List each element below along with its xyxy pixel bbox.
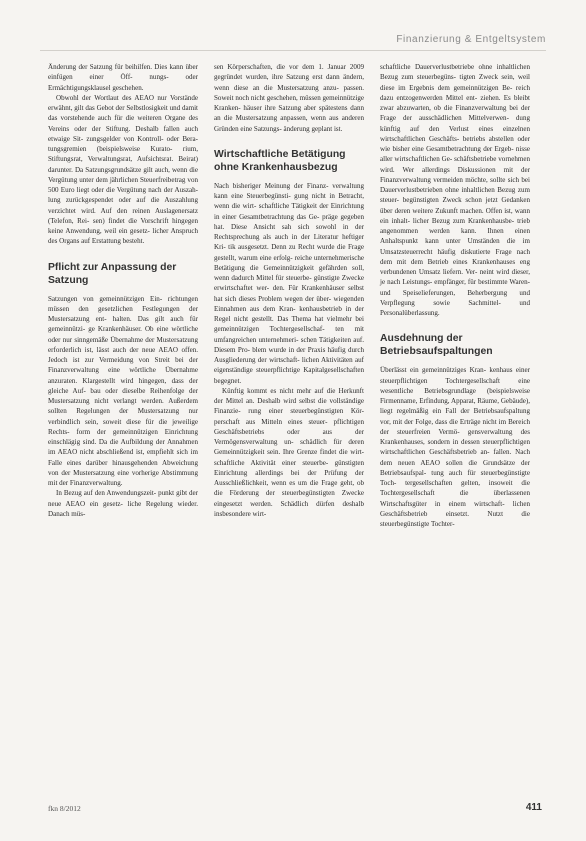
- column-2: [214, 62, 364, 519]
- paragraph: In Bezug auf den Anwendungszeit- punkt gibt der neue AEAO ein gesetz- liche Regelung wieder. Danach müs-: [48, 489, 198, 518]
- section-heading: Wirtschaftliche Betätigung ohne Krankenhausbezug: [214, 148, 346, 173]
- paragraph: sen Körperschaften, die vor dem 1. Januar 2009 gegründet wurden, ihre Satzung erst dann ändern, wenn diese an die Mustersatzung anzu- passen. Soweit noch nicht geschehen, müssen gemeinnützige Kranken- häuser ihre Satzung aber spätestens dann an die Mustersatzung anpassen, wenn aus anderen Gründen eine Satzungs- änderung geplant ist.: [214, 63, 364, 133]
- paragraph: schaftliche Dauerverlustbetriebe ohne inhaltlichen Bezug zum steuerbegüns- tigten Zweck sein, weil diese im Ergebnis dem gemeinnützigen Be- reich dazu entzogenwerden Mittel ent- ziehen. Es bleibt zwar abzuwarten, ob die Finanzverwaltung bei der Frage der ausschädlichen Mittelverwen- dung künftig auf den Verlust eines einzelnen wirtschaftlichen Geschäfts- betriebs abstellen oder wie bisher eine Gesamtbetrachtung der Ergeb- nisse aller wirtschaftlichen Ge- schäftsbetriebe vornehmen wird. Wer allerdings Diskussionen mit der Finanzverwaltung vermeiden möchte, sollte sich bei Dauerverlustbetrieben ohne inhaltlichen Bezug zum steuer- begünstigten Zweck schon jetzt Gedanken über deren weitere Zukunft machen. Offen ist, wann ein inhalt- licher Bezug zum Krankenhausbe- trieb angenommen werden kann. Ihnen einen Anhaltspunkt kann unter Umständen die im Umsatzsteuerrecht häufig diskutierte Frage nach dem mit dem Betrieb eines Krankenhauses eng verbundenen Umsatz liefern. Ver- neint wird dieser, je nach Leistungs- empfänger, für bestimmte Waren- und Speiselieferungen, Beherbergung und Verpflegung sowie Sachmittel- und Personalüberlassung.: [380, 63, 530, 317]
- page-number: 411: [525, 802, 542, 813]
- running-header: Finanzierung & Entgeltsystem: [396, 34, 546, 45]
- paragraph: Satzungen von gemeinnützigen Ein- richtungen müssen den gesetzlichen Festlegungen der Mustersatzung ent- halten. Das gilt auch für gemeinnützi- ge Krankenhäuser. Ob eine wörtliche oder nur sinngemäße Übernahme der Mustersatzung erforderlich ist, lässt auch der neue AEAO offen. Jedoch ist zur Vermeidung von Streit bei der Finanzverwaltung eine wörtliche Übernahme anzuraten. Klargestellt wird hingegen, dass der gleiche Auf- bau oder dieselbe Reihenfolge der Mustersatzung nicht verlangt werden. Außerdem sollten Regelungen der Mustersatzung nur verbindlich sein, soweit diese für die jeweilige Rechts- form der gemeinnützigen Einrichtung einschlägig sind. Da die Aufbildung der Annahmen im AEAO nicht abschließend ist, empfiehlt sich im Falle eines darüber hinausgehenden Abweichung von der Mustersatzung eine vorherige Abstimmung mit der Finanzverwaltung.: [48, 294, 198, 487]
- paragraph: Obwohl der Wortlaut des AEAO nur Vorstände erwähnt, gilt das Gebot der Selbstlosigkeit und damit das vorstehende auch für die weiteren Organe des Vereins oder der Stiftung. Deshalb fallen auch etwaige Sit- zungsgelder von Kontroll- oder Bera- tungsgremien (beispielsweise Kurato- rium, Stiftungsrat, Verwaltungsrat, Aufsichtsrat. Beirat) darunter. Da Satzungsgrundsätze gilt auch, wenn die Vergütung unter dem jährlichen Steuerfreibetrag von 500 Euro liegt oder die Vergütung nach der Auszah- lung zurückgespendet oder auf die Auszahlung verzichtet wird. Auf den reinen Auslagenersatz (Telefon, Rei- sen) findet die Vorschrift hingegen keine Anwendung, weil ein gesetz- licher Anspruch des Organs auf Erstattung besteht.: [48, 93, 198, 246]
- column-3: [380, 62, 530, 529]
- section-heading: Ausdehnung der Betriebsaufspaltungen: [380, 333, 493, 358]
- paragraph: Nach bisheriger Meinung der Finanz- verwaltung kann eine Steuerbegünsti- gung nicht in Betracht, wenn die wirt- schaftliche Tätigkeit der Einrichtung in einer Gesamtbetrachtung das Ge- präge gegeben hat. Diese Ansicht sah sich sowohl in der Rechtsprechung als auch in der Literatur heftiger Kri- tik ausgesetzt. Denn zu Recht wurde die Frage gestellt, warum eine erfolg- reiche unternehmerische Betätigung die Gemeinnützigkeit gefährden soll, wenn dadurch Mittel für steuerbe- günstigte Zwecke erwirtschaftet wer- den. Für Krankenhäuser selbst hat sich dieses Problem wegen der über- wiegenden Einnahmen aus dem Kran- kenhausbetrieb in der Regel nicht gestellt. Das Thema hat vielmehr bei gemeinnützigen Tochtergesellschaf- ten mit umfangreichen unternehmeri- schen Tätigkeiten auf. Diesem Pro- blem wurde in der Praxis häufig durch Ausgliederung der wirtschaft- lichen Aktivitäten auf eigenständige steuerpflichtige Kapitalgesellschaften begegnet.: [214, 181, 364, 385]
- paragraph: Änderung der Satzung für beihilfen. Dies kann über einfügen einer Öff- nungs- oder Ermächtigungsklausel geschehen.: [48, 63, 198, 92]
- section-heading: Pflicht zur Anpassung der Satzung: [48, 261, 177, 286]
- column-1: [48, 62, 198, 519]
- issue-label: fkn 8/2012: [48, 804, 81, 813]
- header-rule: [40, 50, 546, 51]
- paragraph: Überlässt ein gemeinnütziges Kran- kenhaus einer steuerpflichtigen Tochtergesellschaft eine wesentliche Betriebsgrundlage (beispielsweise Firmenname, Erfindung, Apparat, Räume, Gebäude), liegt regelmäßig ein Fall der Betriebsaufspaltung vor, mit der Folge, dass die Erträge nicht im Bereich der steuerfreien Vermö- gensverwaltung des Krankenhauses, sondern in dessen steuerpflichtigen wirtschaftlichen Geschäftsbetrieb an- fallen. Nach dem neuen AEAO sollen die Grundsätze der Betriebsaufspal- tung auch für steuerbegünstigte Toch- tergesellschaften gelten, insoweit die Tochtergesellschaft die überlassenen Wirtschaftsgüter in einem wirtschaft- lichen Geschäftsbetrieb einsetzt. Nutzt die steuerbegünstigte Tochter-: [380, 366, 530, 528]
- paragraph: Künftig kommt es nicht mehr auf die Herkunft der Mittel an. Deshalb wird selbst die vollständige Finanzie- rung einer steuerbegünstigten Kör- perschaft aus Mitteln eines steuer- pflichtigen Geschäftsbetriebs oder aus der Vermögensverwaltung un- schädlich für deren Gemeinnützigkeit sein. Ihre Grenze findet die wirt- schaftliche Aktivität einer steuerbe- günstigten Einrichtung allerdings bei der Prüfung der Ausschließlichkeit, wenn es um die Frage geht, ob die Förderung der steuerbegünstigten Zwecke eingesetzt werden. Schädlich dürfen deshalb insbesondere wirt-: [214, 386, 364, 518]
